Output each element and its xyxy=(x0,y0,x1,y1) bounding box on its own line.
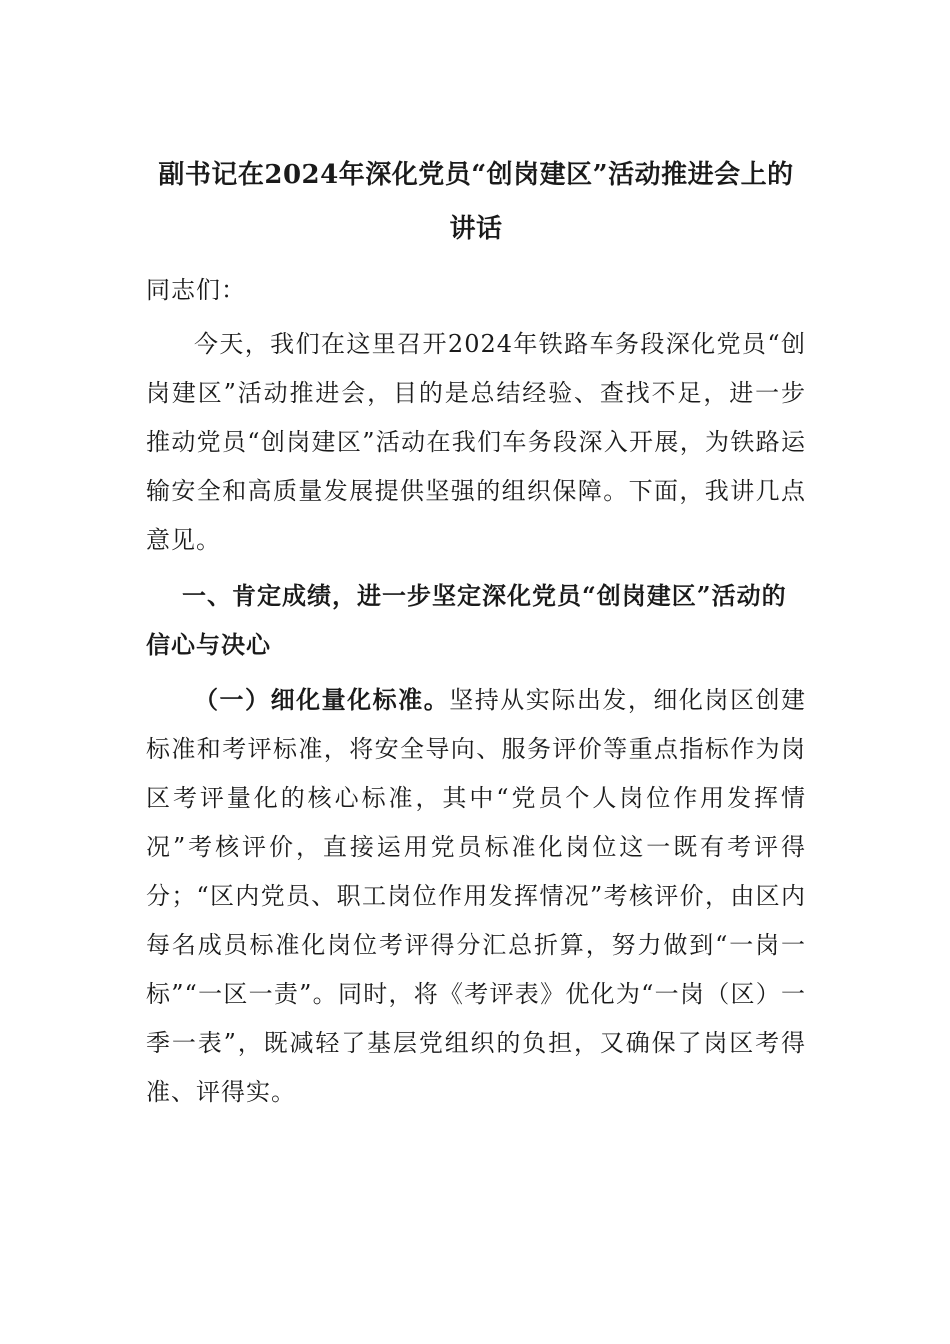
subsection-body: 坚持从实际出发，细化岗区创建标准和考评标准，将安全导向、服务评价等重点指标作为岗区考评量化的核心标准，其中“党员个人岗位作用发挥情况”考核评价，直接运用党员标准化岗位这一既有考评得分；“区内党员、职工岗位作用发挥情况”考核评价，由区内每名成员标准化岗位考评得分汇总折算，努力做到“一岗一标”“一区一责”。同时，将《考评表》优化为“一岗（区）一季一表”，既减轻了基层党组织的负担，又确保了岗区考得准、评得实。 xyxy=(146,686,807,1106)
salutation: 同志们： xyxy=(146,276,246,304)
subsection-paragraph-1 xyxy=(146,675,806,1117)
document-page xyxy=(146,148,806,1117)
subsection-lead: （一）细化量化标准。 xyxy=(194,685,450,714)
document-title: 副书记在2024年深化党员“创岗建区”活动推进会上的讲话 xyxy=(158,160,794,244)
section-heading-1: 一、肯定成绩，进一步坚定深化党员“创岗建区”活动的信心与决心 xyxy=(146,581,787,659)
intro-paragraph: 今天，我们在这里召开2024年铁路车务段深化党员“创岗建区”活动推进会，目的是总结经验、查找不足，进一步推动党员“创岗建区”活动在我们车务段深入开展，为铁路运输安全和高质量发展提供坚强的组织保障。下面，我讲几点意见。 xyxy=(146,330,806,554)
